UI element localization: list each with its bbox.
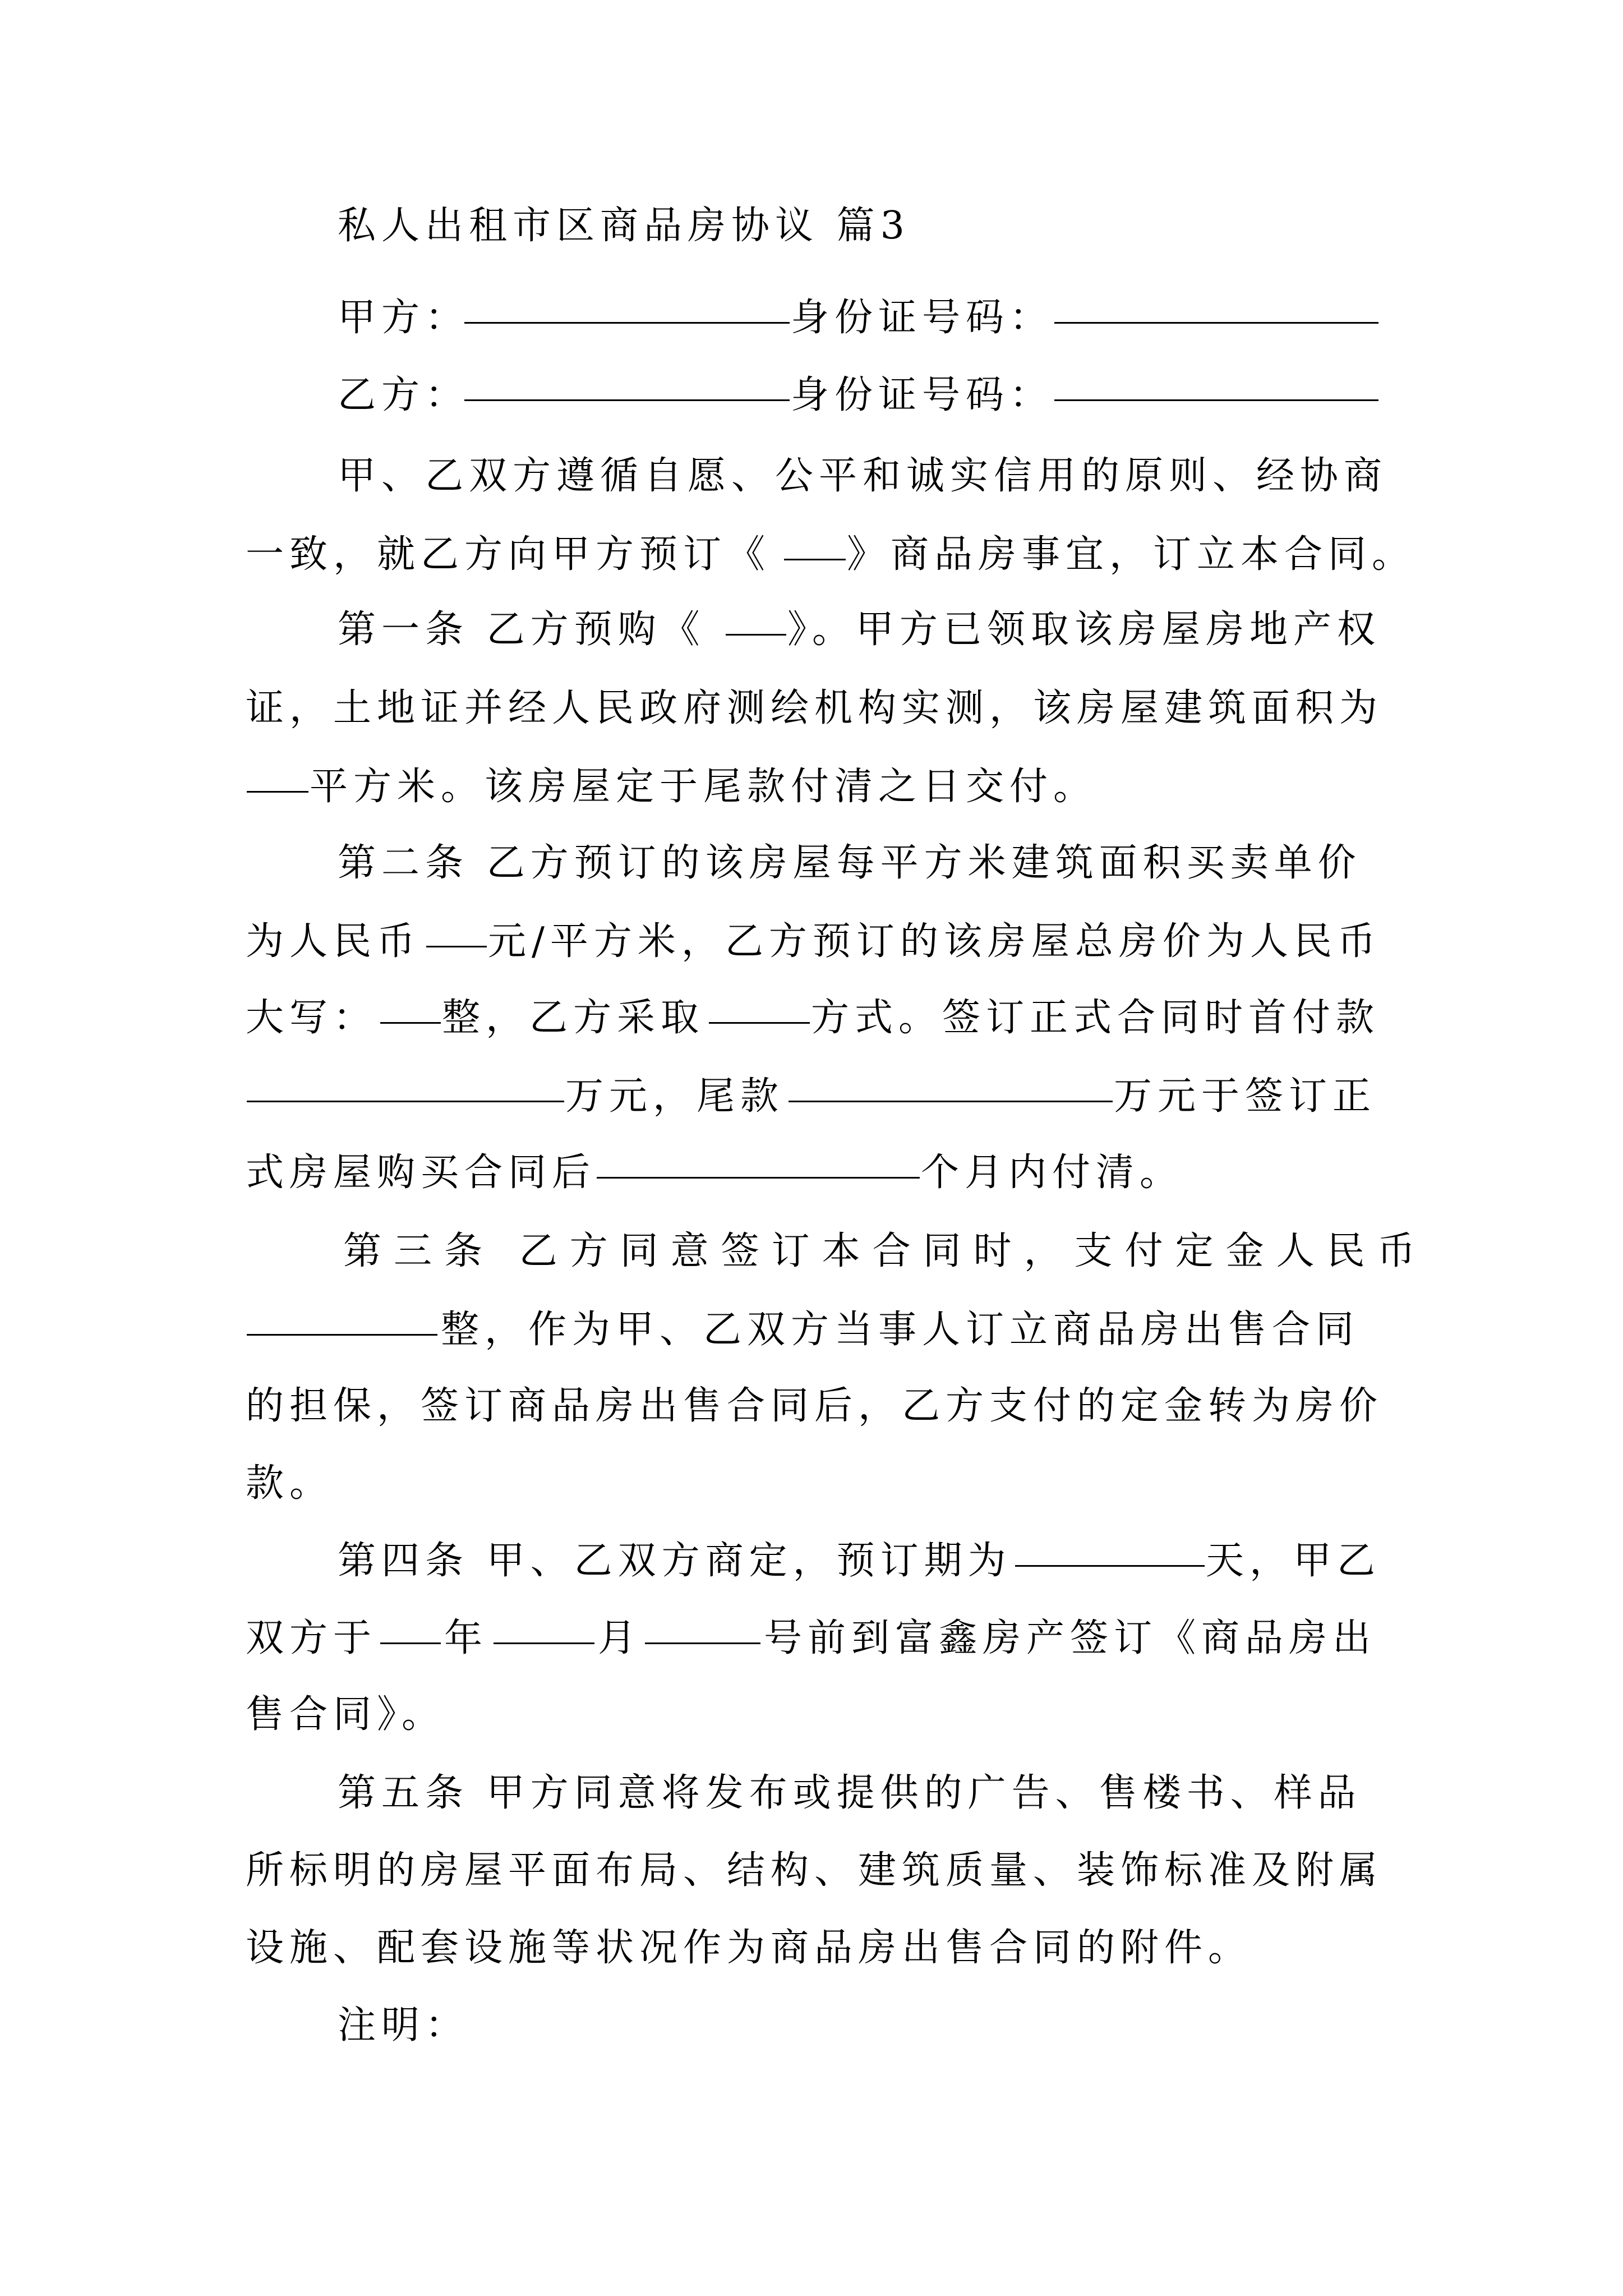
article3-deposit-blank: [247, 1299, 437, 1336]
article5-line-2: [0, 1840, 1623, 1902]
article2-line-4: [0, 1066, 1623, 1128]
note-label: 注明：: [338, 2003, 469, 2047]
article2-text-3c: 方式。签订正式合同时首付款: [811, 996, 1380, 1040]
article4-year-blank: [380, 1608, 441, 1644]
article4-line-3: [0, 1684, 1623, 1746]
intro-line-2: [0, 524, 1623, 586]
article4-text-1b: 天，甲乙: [1206, 1539, 1381, 1583]
article4-line-1: [0, 1530, 1623, 1592]
intro-text-1: 甲、乙双方遵循自愿、公平和诚实信用的原则、经协商: [338, 454, 1388, 498]
article1-line-3: [0, 756, 1623, 818]
article1-text-1b: 》。甲方已领取该房屋房地产权: [787, 608, 1381, 652]
article1-text-1a: 第一条 乙方预购《: [338, 608, 706, 652]
article4-text-2b: 年: [444, 1616, 488, 1660]
article3-line-4: [0, 1453, 1623, 1515]
article2-text-2a: 为人民币: [246, 919, 421, 964]
article2-text-5b: 个月内付清。: [921, 1151, 1184, 1195]
party-a-label: 甲方：: [338, 296, 469, 340]
article1-line-2: [0, 678, 1623, 739]
article1-text-2: 证，土地证并经人民政府测绘机构实测，该房屋建筑面积为: [246, 686, 1384, 730]
article4-text-2c: 月: [598, 1616, 642, 1660]
article5-text-2: 所标明的房屋平面布局、结构、建筑质量、装饰标准及附属: [246, 1848, 1384, 1893]
article3-line-2: [0, 1299, 1623, 1361]
article5-line-1: [0, 1763, 1623, 1824]
intro-project-blank: [784, 524, 846, 560]
article2-text-1: 第二条 乙方预订的该房屋每平方米建筑面积买卖单价: [338, 841, 1362, 885]
intro-text-2a: 一致，就乙方向甲方预订《: [246, 532, 771, 577]
article3-line-1: [0, 1221, 1623, 1282]
party-b-name-blank: [464, 365, 790, 401]
party-a-name-blank: [464, 287, 790, 324]
article2-line-5: [0, 1142, 1623, 1204]
article4-month-blank: [494, 1608, 594, 1644]
party-a-line: [0, 287, 1623, 349]
article2-total-blank: [380, 987, 441, 1024]
article3-text-2: 整，作为甲、乙双方当事人订立商品房出售合同: [441, 1308, 1360, 1352]
title-text: 私人出租市区商品房协议 篇3: [338, 204, 910, 248]
party-b-label: 乙方：: [338, 373, 469, 417]
article2-months-blank: [597, 1142, 920, 1179]
party-b-id-label: 身份证号码：: [791, 373, 1054, 417]
article4-line-2: [0, 1608, 1623, 1669]
article1-project-blank: [726, 599, 786, 636]
article1-text-3: 平方米。该房屋定于尾款付清之日交付。: [310, 765, 1098, 809]
party-b-id-blank: [1054, 365, 1378, 401]
article2-text-2b: 元/平方米，乙方预订的该房屋总房价为人民币: [488, 919, 1381, 964]
article4-day-blank: [645, 1608, 760, 1644]
article1-line-1: [0, 599, 1623, 661]
intro-line-1: [0, 445, 1623, 507]
article5-text-1: 第五条 甲方同意将发布或提供的广告、售楼书、样品: [338, 1771, 1362, 1815]
note-line: [0, 1995, 1623, 2056]
article3-text-1: 第三条 乙方同意签订本合同时，支付定金人民币: [343, 1229, 1428, 1273]
article2-text-3a: 大写：: [246, 996, 377, 1040]
article4-text-1a: 第四条 甲、乙双方商定，预订期为: [338, 1539, 1012, 1583]
party-b-line: [0, 365, 1623, 426]
article4-text-3: 售合同》。: [246, 1692, 446, 1737]
intro-text-2b: 》商品房事宜，订立本合同。: [847, 532, 1416, 577]
article1-area-blank: [247, 756, 308, 793]
article2-text-5a: 式房屋购买合同后: [246, 1151, 596, 1195]
article3-text-3: 的担保，签订商品房出售合同后，乙方支付的定金转为房价: [246, 1384, 1384, 1428]
party-a-id-label: 身份证号码：: [791, 296, 1054, 340]
article4-days-blank: [1015, 1530, 1205, 1567]
article2-line-3: [0, 987, 1623, 1049]
article4-text-2d: 号前到富鑫房产签订《商品房出: [764, 1616, 1377, 1660]
article2-line-2: [0, 911, 1623, 973]
article4-text-2a: 双方于: [246, 1616, 377, 1660]
article2-balance-blank: [789, 1066, 1113, 1102]
article5-line-3: [0, 1917, 1623, 1979]
article2-down-payment-blank: [247, 1066, 564, 1102]
article2-text-4a: 万元，尾款: [565, 1074, 785, 1119]
party-a-id-blank: [1054, 287, 1378, 324]
article5-text-3: 设施、配套设施等状况作为商品房出售合同的附件。: [246, 1926, 1252, 1970]
article2-text-3b: 整，乙方采取: [442, 996, 705, 1040]
article3-line-3: [0, 1375, 1623, 1437]
article2-text-4b: 万元于签订正: [1114, 1074, 1377, 1119]
article3-text-4: 款。: [246, 1461, 334, 1506]
article2-unit-price-blank: [426, 911, 487, 947]
article2-line-1: [0, 832, 1623, 894]
document-title: [0, 195, 1623, 257]
article2-method-blank: [709, 987, 810, 1024]
